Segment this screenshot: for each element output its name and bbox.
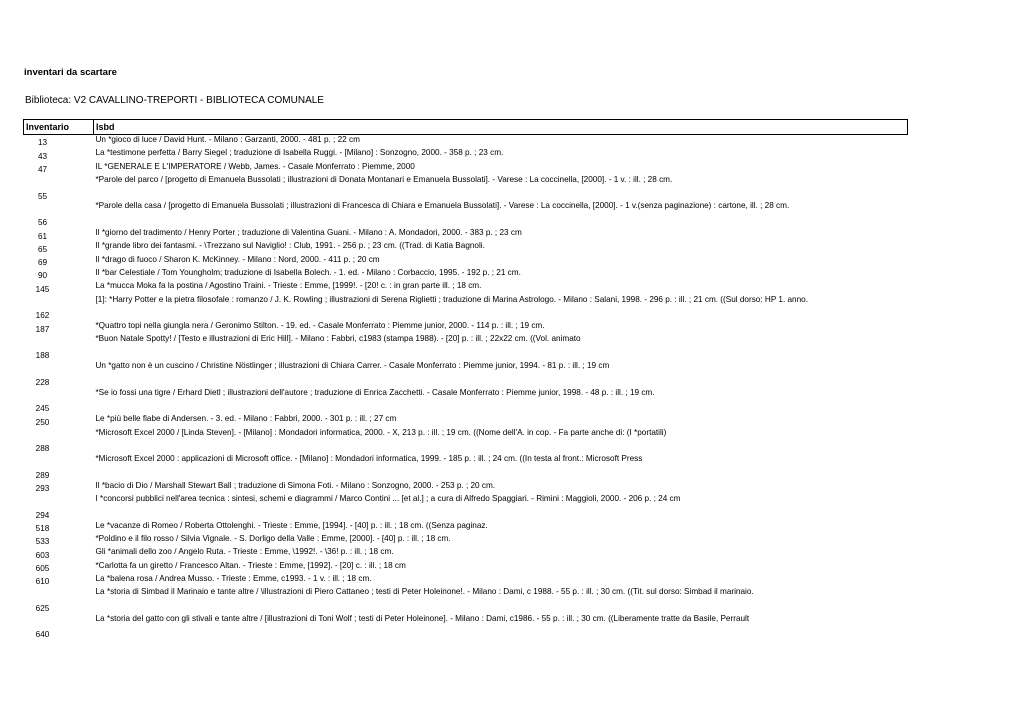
table-row <box>24 281 908 294</box>
isbd-description: Un *gatto non è un cuscino / Christine Nöstlinger ; illustrazioni di Chiara Carrer. - Casale Monferrato : Piemme junior, 1994. - 81 p. : ill. ; 19 cm <box>95 361 610 371</box>
inventory-number: 250 <box>35 417 50 427</box>
inventory-table <box>23 119 908 640</box>
isbd-description: Un *gioco di luce / David Hunt. - Milano : Garzanti, 2000. - 481 p. ; 22 cm <box>95 135 360 144</box>
table-row <box>24 494 908 521</box>
inventory-number: 43 <box>37 151 48 161</box>
inventory-number: 603 <box>35 550 50 560</box>
inventory-number: 55 <box>37 191 48 201</box>
table-row <box>24 255 908 268</box>
inventory-number: 533 <box>35 537 50 547</box>
table-row <box>24 414 908 427</box>
table-row <box>24 388 908 415</box>
table-row <box>24 148 908 161</box>
isbd-description: Gli *animali dello zoo / Angelo Ruta. - Trieste : Emme, \1992!. - \36! p. : ill. ; 18 cm. <box>95 547 394 557</box>
isbd-description: I *concorsi pubblici nell'area tecnica : sintesi, schemi e diagrammi / Marco Contini ... [et al.] ; a cura di Alfredo Spaggiari. - Rimini : Maggioli, 2000. - 206 p. ; 24 cm <box>95 494 681 504</box>
inventory-number: 90 <box>37 271 48 281</box>
table-row <box>24 334 908 361</box>
isbd-description: *Quattro topi nella giungla nera / Geronimo Stilton. - 19. ed. - Casale Monferrato : Piemme junior, 2000. - 114 p. : ill. ; 19 cm. <box>95 321 545 331</box>
isbd-description: Il *bar Celestiale / Tom Youngholm; traduzione di Isabella Bolech. - 1. ed. - Milano : Corbaccio, 1995. - 192 p. ; 21 cm. <box>95 267 521 277</box>
isbd-description: La *testimone perfetta / Barry Siegel ; traduzione di Isabella Ruggi. - [Milano] : Sonzogno, 2000. - 358 p. ; 23 cm. <box>95 148 504 158</box>
inventory-number: 289 <box>35 470 50 480</box>
document-title: inventari da scartare <box>24 67 117 78</box>
isbd-description: *Poldino e il filo rosso / Silvia Vignale. - S. Dorligo della Valle : Emme, [2000]. - [40] p. : ill. ; 18 cm. <box>95 533 451 543</box>
table-row <box>24 521 908 534</box>
table-row <box>24 268 908 281</box>
isbd-description: Il *grande libro dei fantasmi. - \Trezzano sul Naviglio! : Club, 1991. - 256 p. ; 23 cm. ((Trad. di Katia Bagnoli. <box>95 241 485 251</box>
column-header-inventario: Inventario <box>24 120 94 135</box>
inventory-number: 625 <box>35 603 50 613</box>
inventory-number: 56 <box>37 218 48 228</box>
isbd-description: Le *vacanze di Romeo / Roberta Ottolenghi. - Trieste : Emme, [1994]. - [40] p. : ill. ; 18 cm. ((Senza paginaz. <box>95 520 488 530</box>
inventory-number: 162 <box>35 311 50 321</box>
table-row <box>24 162 908 175</box>
table-row <box>24 561 908 574</box>
inventory-number: 188 <box>35 351 50 361</box>
inventory-number: 288 <box>35 444 50 454</box>
inventory-number: 605 <box>35 563 50 573</box>
inventory-number: 47 <box>37 165 48 175</box>
table-header-row <box>24 120 908 135</box>
isbd-description: *Microsoft Excel 2000 : applicazioni di Microsoft office. - [Milano] : Mondadori informatica, 1999. - 185 p. : ill. ; 24 cm. ((In testa al front.: Microsoft Press <box>95 454 643 464</box>
inventory-number: 69 <box>37 258 48 268</box>
isbd-description: IL *GENERALE E L'IMPERATORE / Webb, James. - Casale Monferrato : Piemme, 2000 <box>95 161 415 171</box>
isbd-description: *Buon Natale Spotty! / [Testo e illustrazioni di Eric Hill]. - Milano : Fabbri, c1983 (stampa 1988). - [20] p. : ill. ; 22x22 cm. ((Vol. animato <box>95 334 581 344</box>
isbd-description: La *storia di Simbad il Marinaio e tante altre / \illustrazioni di Piero Cattaneo ; testi di Peter Holeinone!. - Milano : Dami, c 1988. - 55 p. : ill. ; 30 cm. ((Tit. sul dorso: Simbad il marinaio. <box>95 587 754 597</box>
isbd-description: *Parole del parco / [progetto di Emanuela Bussolati ; illustrazioni di Donata Montanari e Emanuela Bussolati]. - Varese : La coccinella, [2000]. - 1 v. : ill. ; 28 cm. <box>95 174 673 184</box>
table-row <box>24 454 908 481</box>
inventory-number: 228 <box>35 377 50 387</box>
table-row <box>24 547 908 560</box>
table-row <box>24 321 908 334</box>
table-row <box>24 241 908 254</box>
table-row <box>24 534 908 547</box>
isbd-description: La *storia del gatto con gli stivali e tante altre / [illustrazioni di Toni Wolf ; testi di Peter Holeinone]. - Milano : Dami, c1986. - 55 p. : ill. ; 30 cm. ((Liberamente tratte da Basile, Perrault <box>95 613 750 623</box>
inventory-number: 640 <box>35 630 50 640</box>
table-row <box>24 361 908 388</box>
table-row <box>24 481 908 494</box>
isbd-description: Il *drago di fuoco / Sharon K. McKinney. - Milano : Nord, 2000. - 411 p. ; 20 cm <box>95 254 380 264</box>
inventory-number: 65 <box>37 244 48 254</box>
isbd-description: *Se io fossi una tigre / Erhard Dietl ; illustrazioni dell'autore ; traduzione di Enrica Zacchetti. - Casale Monferrato : Piemme junior, 1998. - 48 p. : ill. ; 19 cm. <box>95 387 655 397</box>
inventory-number: 145 <box>35 284 50 294</box>
table-row <box>24 574 908 587</box>
table-row <box>24 228 908 241</box>
inventory-number: 13 <box>37 138 48 148</box>
library-name: Biblioteca: V2 CAVALLINO-TREPORTI - BIBLIOTECA COMUNALE <box>25 95 324 106</box>
inventory-number: 61 <box>37 231 48 241</box>
inventory-number: 293 <box>35 484 50 494</box>
inventory-number: 187 <box>35 324 50 334</box>
table-row <box>24 175 908 202</box>
isbd-description: [1]: *Harry Potter e la pietra filosofale : romanzo / J. K. Rowling ; illustrazioni di Serena Riglietti ; traduzione di Marina Astrologo. - Milano : Salani, 1998. - 296 p. : ill. ; 21 cm. ((Sul dorso: HP 1. anno. <box>95 294 808 304</box>
isbd-description: *Parole della casa / [progetto di Emanuela Bussolati ; illustrazioni di Francesca di Chiara e Emanuela Bussolati]. - Varese : La coccinella, [2000]. - 1 v.(senza paginazione) : cartone, ill. ; 28 cm. <box>95 201 790 211</box>
inventory-number: 518 <box>35 524 50 534</box>
table-row <box>24 201 908 228</box>
isbd-description: *Microsoft Excel 2000 / [Linda Steven]. - [Milano] : Mondadori informatica, 2000. - X, 213 p. : ill. ; 19 cm. ((Nome dell'A. in cop. - Fa parte anche di: (I *portatili) <box>95 427 667 437</box>
inventory-number: 294 <box>35 510 50 520</box>
inventory-number: 610 <box>35 577 50 587</box>
isbd-description: *Carlotta fa un giretto / Francesco Altan. - Trieste : Emme, [1992]. - [20] c. : ill. ; 18 cm <box>95 560 406 570</box>
isbd-description: Il *bacio di Dio / Marshall Stewart Ball ; traduzione di Simona Foti. - Milano : Sonzogno, 2000. - 253 p. ; 20 cm. <box>95 480 496 490</box>
table-row <box>24 135 908 149</box>
isbd-description: Il *giorno del tradimento / Henry Porter ; traduzione di Valentina Guani. - Milano : A. Mondadori, 2000. - 383 p. ; 23 cm <box>95 228 522 238</box>
column-header-isbd: Isbd <box>94 120 908 135</box>
isbd-description: La *mucca Moka fa la postina / Agostino Traini. - Trieste : Emme, [1999!. - [20! c. : in gran parte ill. ; 18 cm. <box>95 281 482 291</box>
table-row <box>24 428 908 455</box>
isbd-description: Le *più belle fiabe di Andersen. - 3. ed. - Milano : Fabbri, 2000. - 301 p. : ill. ; 27 cm <box>95 414 397 424</box>
inventory-number: 245 <box>35 404 50 414</box>
table-row <box>24 587 908 614</box>
table-row <box>24 295 908 322</box>
table-row <box>24 614 908 641</box>
isbd-description: La *balena rosa / Andrea Musso. - Trieste : Emme, c1993. - 1 v. : ill. ; 18 cm. <box>95 573 372 583</box>
